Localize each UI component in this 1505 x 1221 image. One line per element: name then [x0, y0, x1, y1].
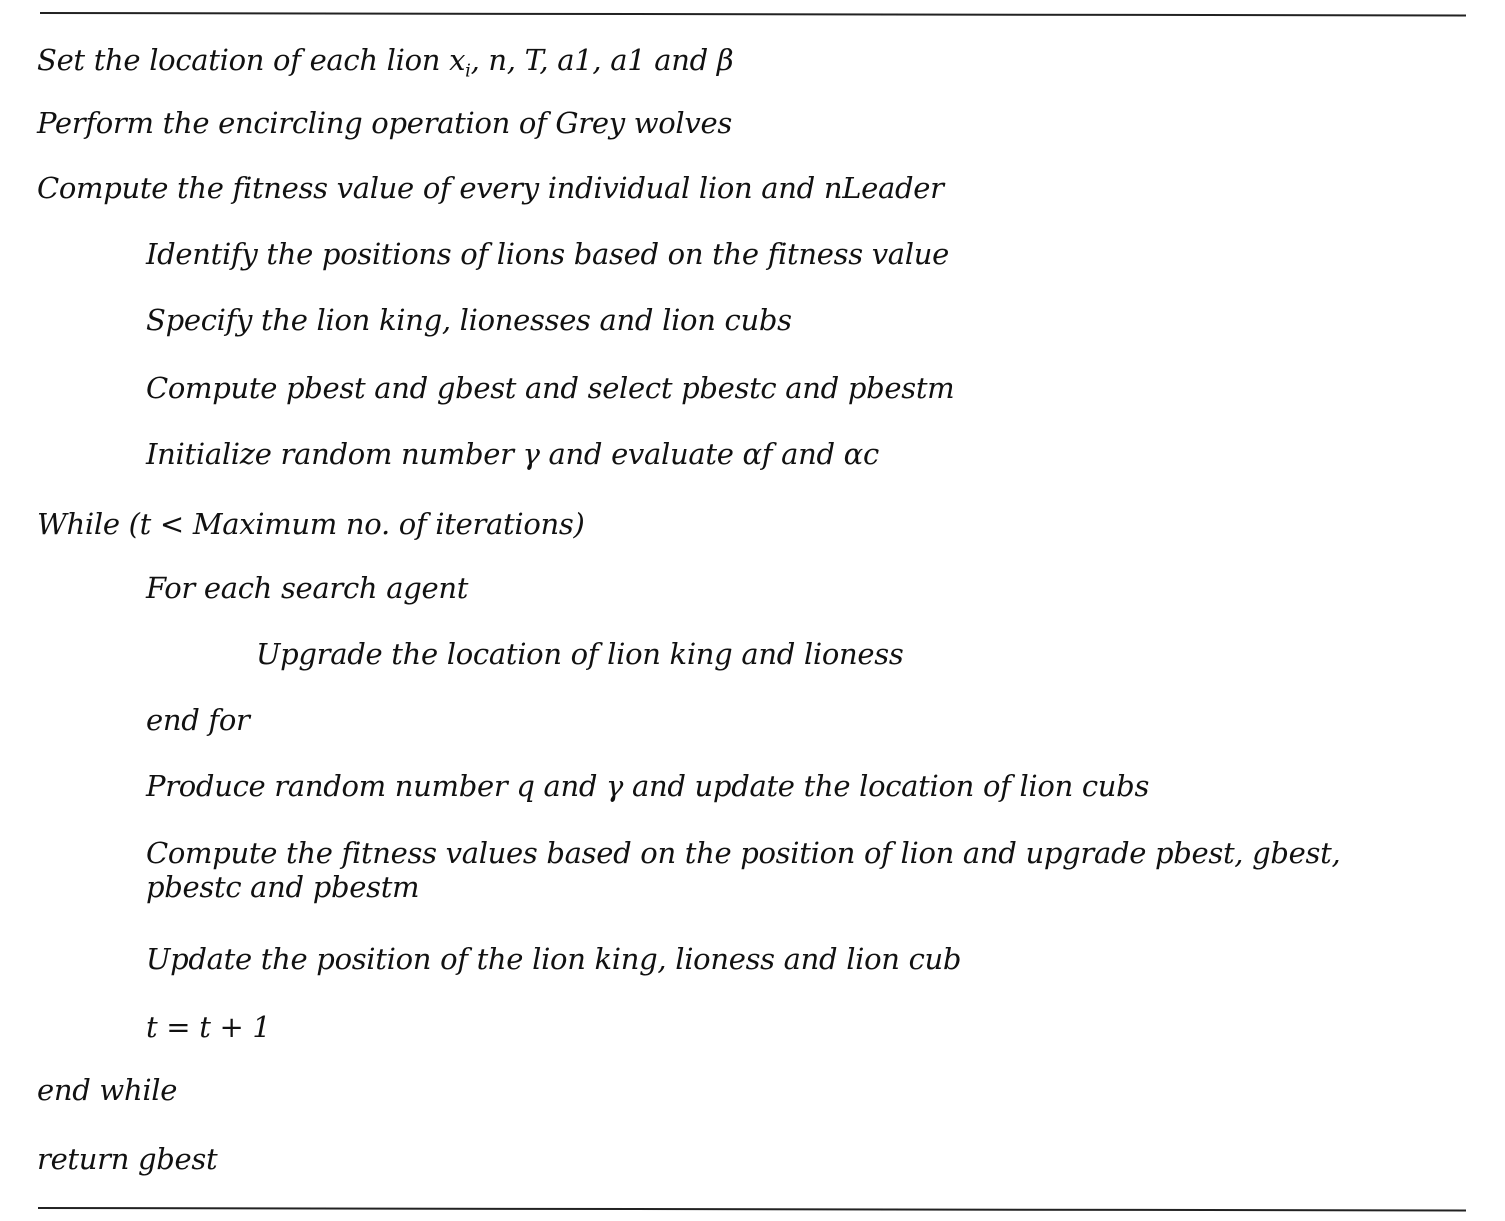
algorithm-line-6: Compute pbest and gbest and select pbestc and pbestm	[146, 371, 955, 405]
algorithm-line-11: end for	[146, 703, 250, 737]
algorithm-line-3: Compute the fitness value of every individual lion and nLeader	[37, 171, 944, 205]
algorithm-line-15: t = t + 1	[146, 1010, 271, 1044]
algorithm-line-17: return gbest	[37, 1142, 218, 1176]
line-1-text: Set the location of each lion	[37, 43, 450, 77]
algorithm-line-9: For each search agent	[146, 571, 469, 605]
top-rule	[40, 12, 1466, 16]
algorithm-line-4: Identify the positions of lions based on the fitness value	[146, 237, 949, 271]
algorithm-line-10: Upgrade the location of lion king and lioness	[256, 637, 904, 671]
line-1-post: , n, T, a1, a1 and β	[470, 43, 734, 77]
algorithm-line-16: end while	[37, 1073, 178, 1107]
algorithm-line-1	[37, 42, 734, 82]
line-1-var-x: x	[449, 43, 466, 77]
algorithm-line-8: While (t < Maximum no. of iterations)	[37, 507, 585, 541]
algorithm-line-7: Initialize random number γ and evaluate αf and αc	[146, 437, 879, 471]
bottom-rule	[38, 1207, 1466, 1211]
algorithm-line-5: Specify the lion king, lionesses and lion cubs	[146, 303, 792, 337]
algorithm-line-14: Update the position of the lion king, lioness and lion cub	[146, 942, 962, 976]
algorithm-line-2: Perform the encircling operation of Grey wolves	[37, 106, 732, 140]
algorithm-line-12: Produce random number q and γ and update the location of lion cubs	[146, 769, 1150, 803]
algorithm-line-13: Compute the fitness values based on the position of lion and upgrade pbest, gbest, pbestc and pbestm	[146, 836, 1341, 904]
line-1-sub-i: i	[465, 60, 471, 82]
